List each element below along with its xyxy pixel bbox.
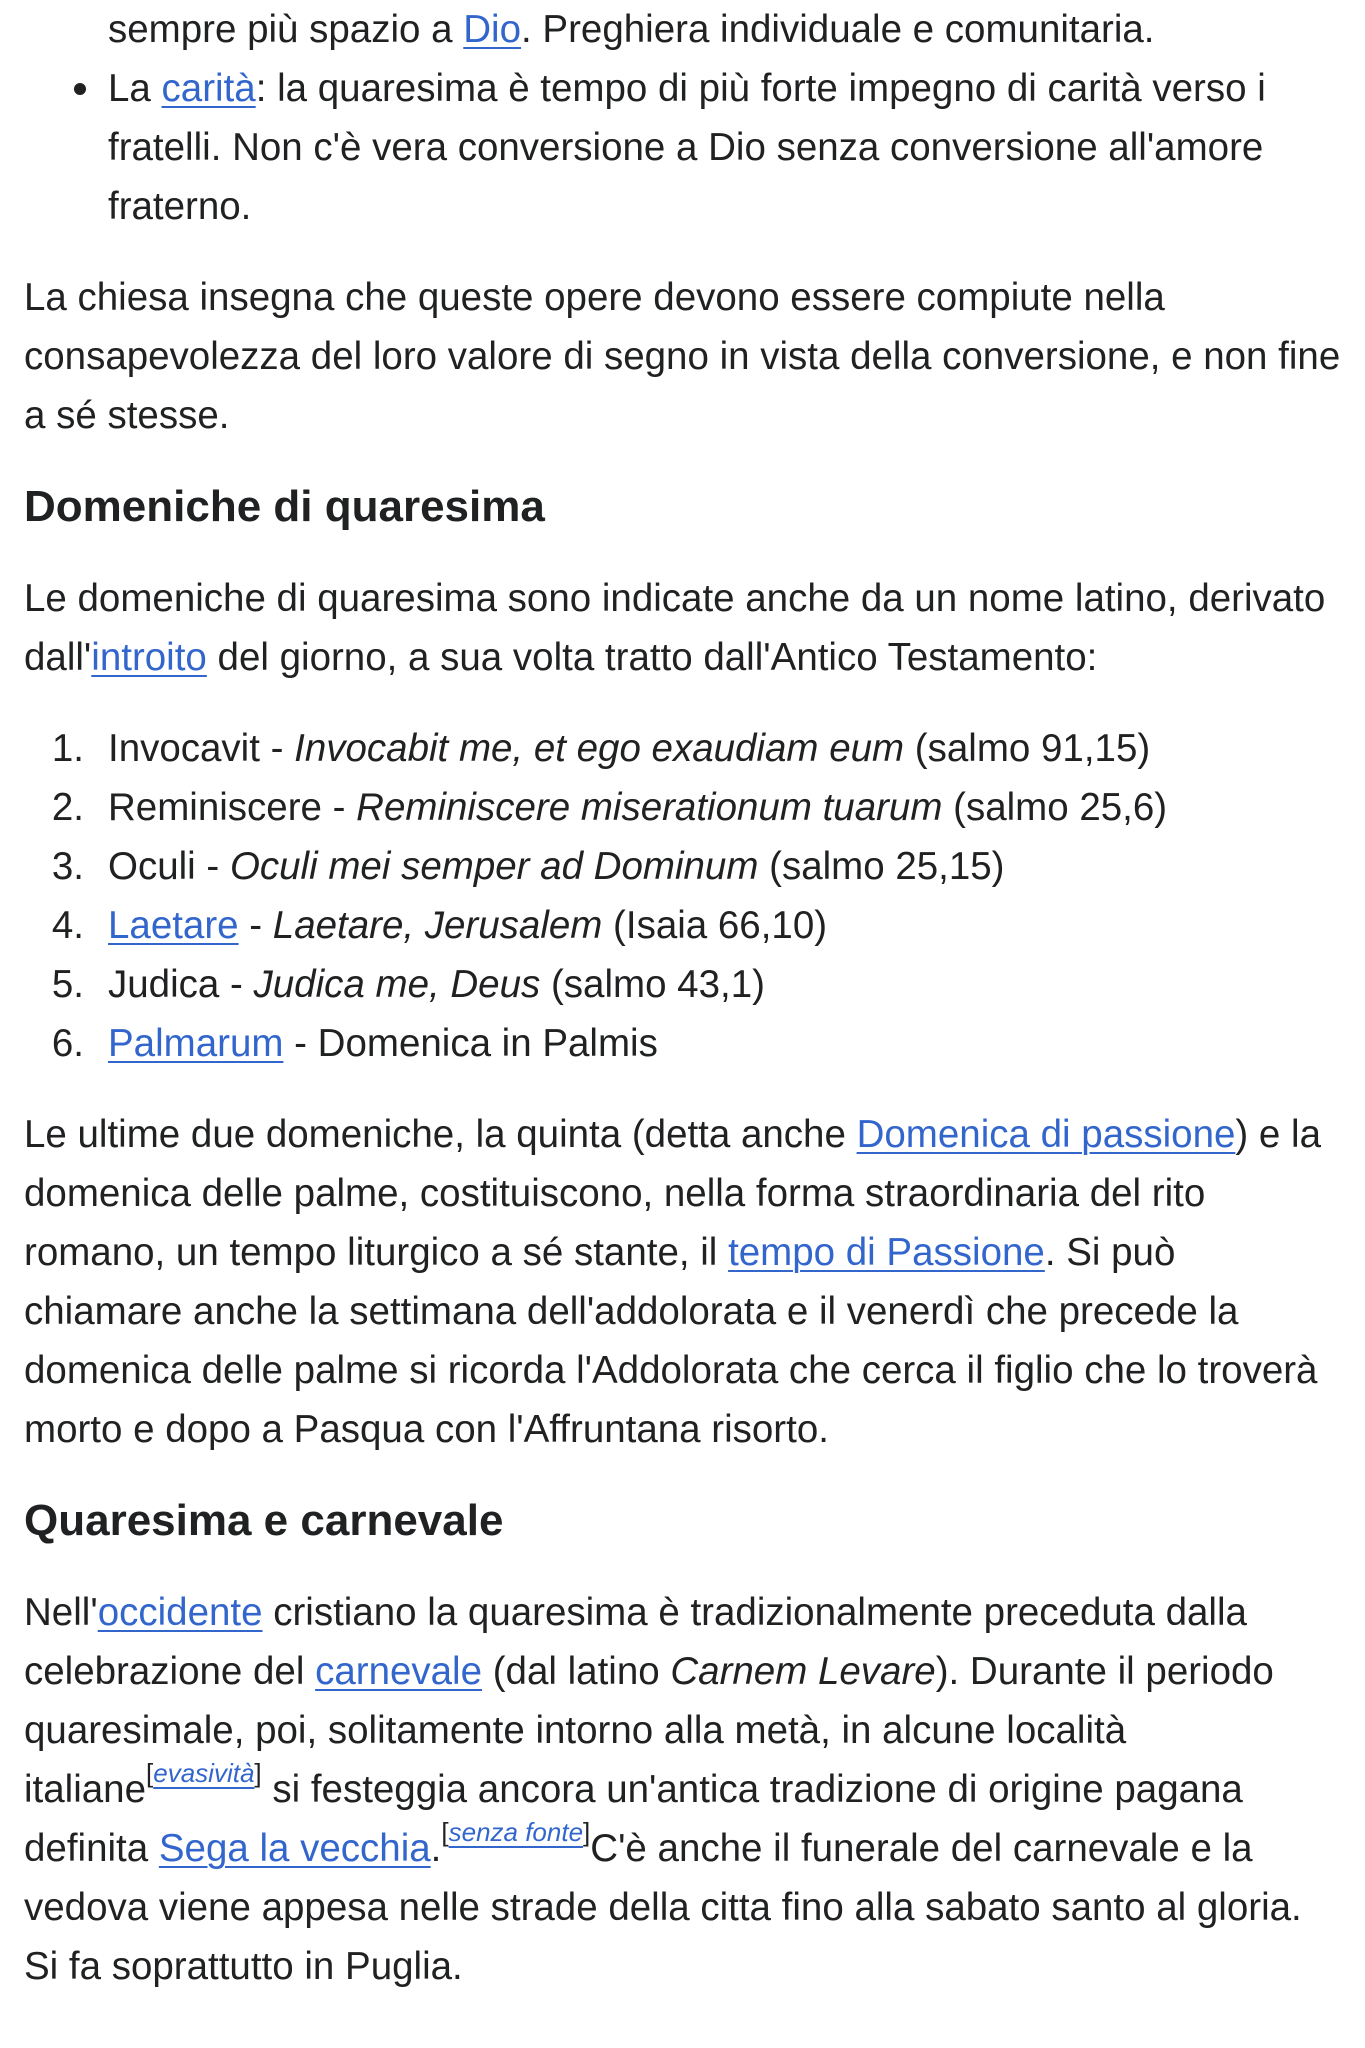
bullet-dot-icon xyxy=(74,83,86,95)
paragraph-church: La chiesa insegna che queste opere devono essere compiute nella consapevolezza del loro valore di segno in vista della conversione, e non fine a sé stesse. xyxy=(24,276,1341,437)
link-laetare[interactable]: Laetare xyxy=(108,904,239,947)
citation-senza-fonte: [senza fonte] xyxy=(441,1817,591,1848)
list-item: 5. Judica - Judica me, Deus (salmo 43,1) xyxy=(51,963,765,1006)
paragraph-passion: Le ultime due domeniche, la quinta (detta anche Domenica di passione) e la domenica delle palme, costituiscono, nella forma straordinaria del rito romano, un tempo liturgico a sé stante, il tempo di Passione. Si può chiamare anche la settimana dell'addolorata e il venerdì che precede la domenica delle palme si ricorda l'Addolorata che cerca il figlio che lo troverà morto e dopo a Pasqua con l'Affruntana risorto. xyxy=(24,1113,1321,1451)
heading-quaresima-carnevale: Quaresima e carnevale xyxy=(24,1496,504,1545)
link-palmarum[interactable]: Palmarum xyxy=(108,1022,284,1065)
sundays-list xyxy=(24,719,1344,1073)
link-carnevale[interactable]: carnevale xyxy=(315,1650,483,1693)
list-item: 2. Reminiscere - Reminiscere miserationum tuarum (salmo 25,6) xyxy=(51,786,1168,829)
link-introito[interactable]: introito xyxy=(91,636,207,679)
link-tempo-di-passione[interactable]: tempo di Passione xyxy=(728,1231,1045,1274)
link-domenica-di-passione[interactable]: Domenica di passione xyxy=(856,1113,1236,1156)
list-item: 4. Laetare - Laetare, Jerusalem (Isaia 66,10) xyxy=(51,904,828,947)
list-item: 1. Invocavit - Invocabit me, et ego exaudiam eum (salmo 91,15) xyxy=(51,727,1151,770)
link-occidente[interactable]: occidente xyxy=(97,1591,263,1634)
link-dio[interactable]: Dio xyxy=(463,8,522,51)
paragraph-sundays-intro: Le domeniche di quaresima sono indicate anche da un nome latino, derivato dall'introito del giorno, a sua volta tratto dall'Antico Testamento: xyxy=(24,577,1326,679)
practices-list xyxy=(24,0,1344,236)
article-content xyxy=(24,0,1344,1996)
link-senza-fonte[interactable]: senza fonte xyxy=(448,1817,584,1848)
link-evasivita[interactable]: evasività xyxy=(153,1758,255,1789)
citation-evasivita: [evasività] xyxy=(146,1758,262,1789)
link-sega-la-vecchia[interactable]: Sega la vecchia xyxy=(158,1827,431,1870)
heading-domeniche: Domeniche di quaresima xyxy=(24,482,545,531)
link-carita[interactable]: carità xyxy=(161,67,256,110)
paragraph-carnival: Nell'occidente cristiano la quaresima è tradizionalmente preceduta dalla celebrazione del carnevale (dal latino Carnem Levare). Durante il periodo quaresimale, poi, solitamente intorno alla metà, in alcune località italiane[evasività] si festeggia ancora un'antica tradizione di origine pagana definita Sega la vecchia.[senza fonte]C'è anche il funerale del carnevale e la vedova viene appesa nelle strade della citta fino alla sabato santo al gloria. Si fa soprattutto in Puglia. xyxy=(24,1591,1302,1988)
list-item-charity: La carità: la quaresima è tempo di più forte impegno di carità verso i fratelli. Non c'è vera conversione a Dio senza conversione all'amore fraterno. xyxy=(24,59,1344,236)
list-item: 6. Palmarum - Domenica in Palmis xyxy=(51,1022,658,1065)
list-item: 3. Oculi - Oculi mei semper ad Dominum (salmo 25,15) xyxy=(51,845,1005,888)
list-item-prayer-continued: sempre più spazio a Dio. Preghiera individuale e comunitaria. xyxy=(108,8,1155,51)
